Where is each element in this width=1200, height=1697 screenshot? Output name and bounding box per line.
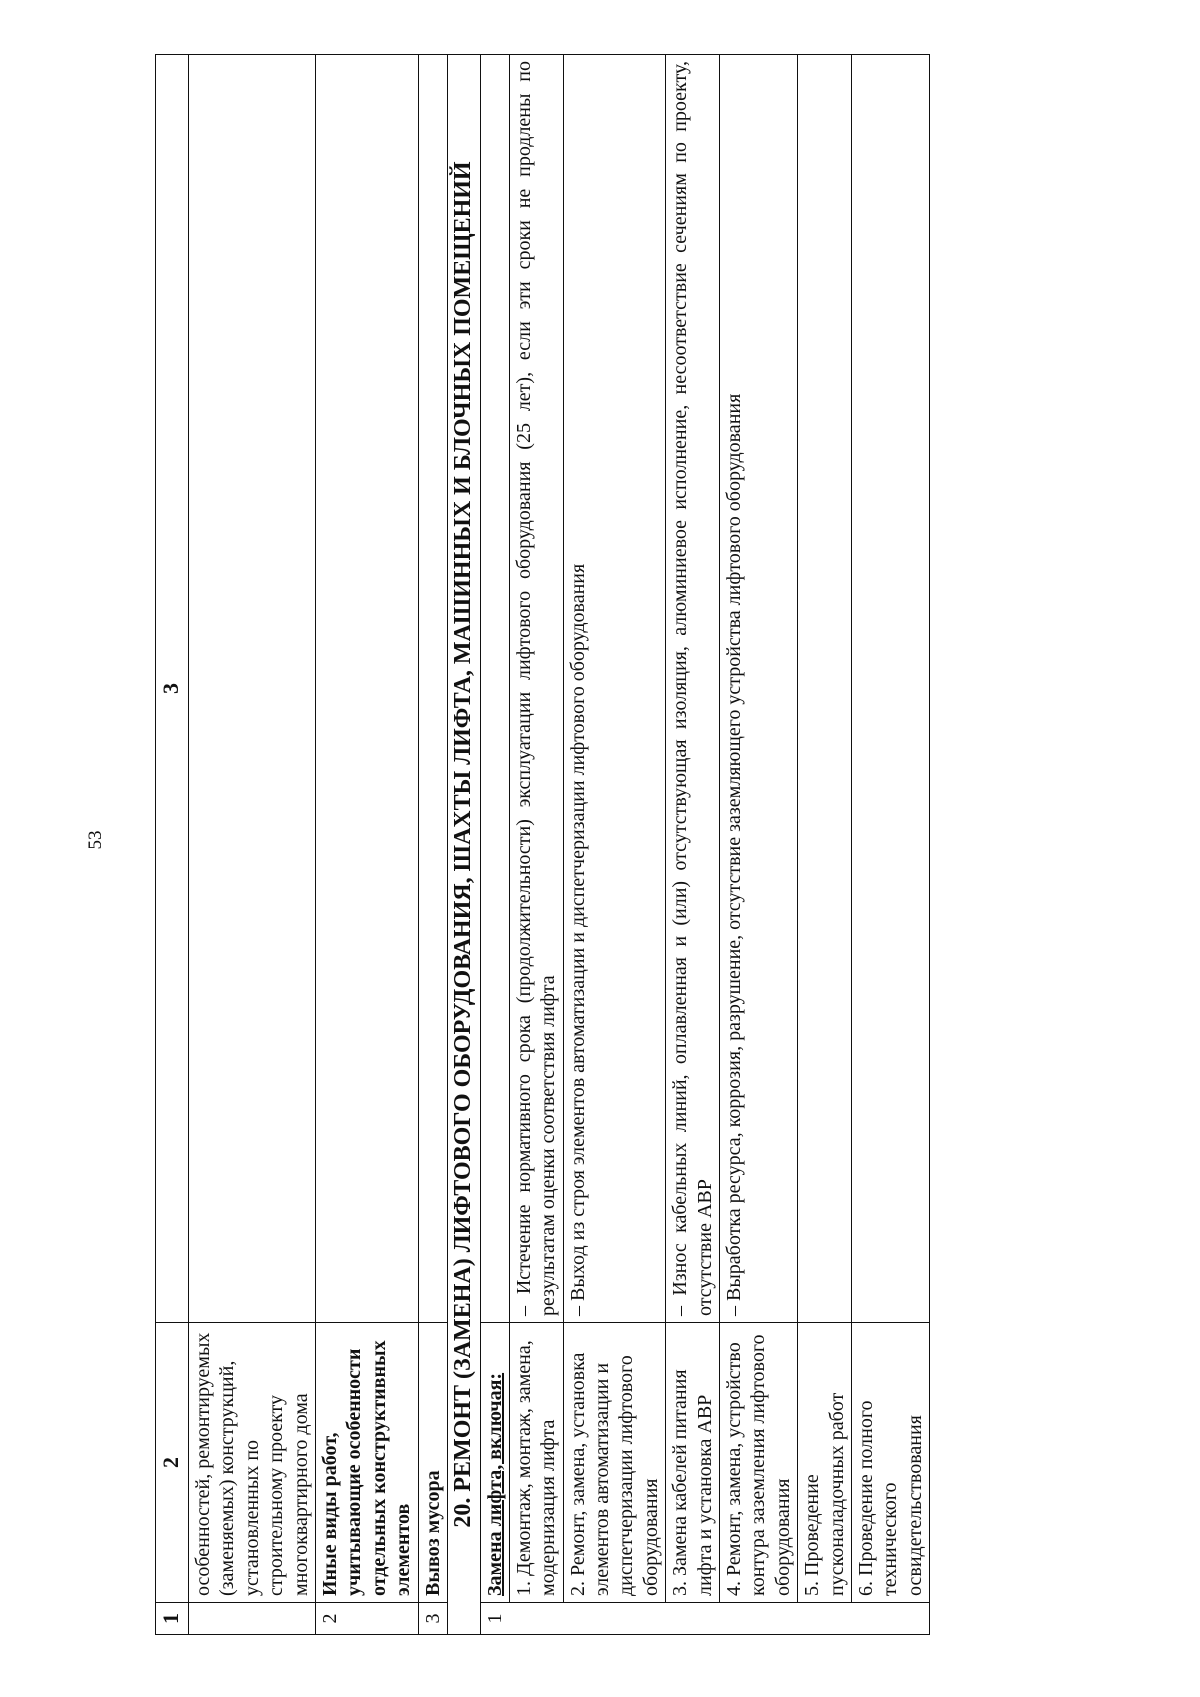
table-row <box>315 55 418 1635</box>
section-title: 20. РЕМОНТ (ЗАМЕНА) ЛИФТОВОГО ОБОРУДОВАНИЯ, ШАХТЫ ЛИФТА, МАШИННЫХ И БЛОЧНЫХ ПОМЕЩЕНИЙ <box>447 55 480 1635</box>
description-cell: – Выход из строя элементов автоматизации и диспетчеризации лифтового оборудования <box>563 55 666 1323</box>
description-cell <box>798 55 852 1323</box>
row-number: 2 <box>315 1603 418 1635</box>
header-col-3: 3 <box>156 55 189 1323</box>
description-cell: – Выработка ресурса, коррозия, разрушение, отсутствие заземляющего устройства лифтового оборудования <box>720 55 798 1323</box>
work-cell: Вывоз мусора <box>418 1323 447 1603</box>
header-col-2: 2 <box>156 1323 189 1603</box>
work-cell: 5. Проведение пусконаладочных работ <box>798 1323 852 1603</box>
work-cell: 1. Демонтаж, монтаж, замена, модернизация лифта <box>509 1323 563 1603</box>
rotated-table-wrapper <box>155 55 1065 1635</box>
group-number: 1 <box>480 1603 930 1635</box>
table-row <box>563 55 666 1635</box>
description-cell <box>480 55 509 1323</box>
description-cell <box>418 55 447 1323</box>
work-cell: 2. Ремонт, замена, установка элементов автоматизации и диспетчеризации лифтового оборудования <box>563 1323 666 1603</box>
work-cell: 4. Ремонт, замена, устройство контура заземления лифтового оборудования <box>720 1323 798 1603</box>
work-cell: Иные виды работ, учитывающие особенности отдельных конструктивных элементов <box>315 1323 418 1603</box>
work-cell: 3. Замена кабелей питания лифта и установка АВР <box>666 1323 720 1603</box>
group-title: Замена лифта, включая: <box>480 1323 509 1603</box>
table-row <box>418 55 447 1635</box>
description-cell: – Истечение нормативного срока (продолжительности) эксплуатации лифтового оборудования (25 лет), если эти сроки не продлены по результатам оценки соответствия лифта <box>509 55 563 1323</box>
description-cell <box>315 55 418 1323</box>
description-cell <box>851 55 929 1323</box>
description-cell: – Износ кабельных линий, оплавленная и (или) отсутствующая изоляция, алюминиевое исполнение, несоответствие сечениям по проекту, отсутствие АВР <box>666 55 720 1323</box>
table-row <box>509 55 563 1635</box>
description-cell <box>189 55 316 1323</box>
table-row <box>666 55 720 1635</box>
row-number: 3 <box>418 1603 447 1635</box>
table-header-row <box>156 55 189 1635</box>
table-row <box>720 55 798 1635</box>
section-heading-row <box>447 55 480 1635</box>
work-cell: 6. Проведение полного технического освидетельствования <box>851 1323 929 1603</box>
work-cell: особенностей, ремонтируемых (заменяемых) конструкций, установленных по строительному проекту многоквартирного дома <box>189 1323 316 1603</box>
table-row <box>189 55 316 1635</box>
header-col-1: 1 <box>156 1603 189 1635</box>
table-row <box>798 55 852 1635</box>
works-table <box>155 54 930 1635</box>
row-number <box>189 1603 316 1635</box>
group-row <box>480 55 509 1635</box>
page-number: 53 <box>85 830 106 850</box>
table-row <box>851 55 929 1635</box>
